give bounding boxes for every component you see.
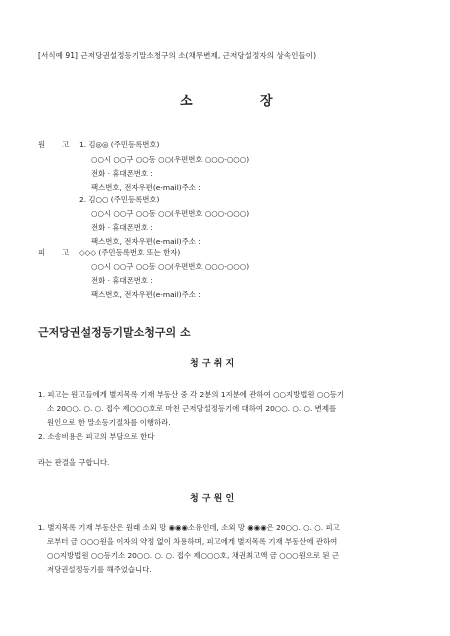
claim-cause-line-2: 로부터 금 ○○○원을 이자의 약정 없이 차용하며, 피고에게 별지목록 기재 부동산에 관하여 — [47, 537, 338, 546]
claim-purpose-closing: 라는 판결을 구합니다. — [38, 458, 110, 467]
plaintiff-role-a: 원 — [38, 140, 46, 149]
plaintiff-2-phone: 전화 · 휴대폰번호 : — [91, 223, 153, 232]
claim-cause-line-4: 저당권설정등기를 해주었습니다. — [47, 565, 152, 574]
claim-cause-line-3: ○○지방법원 ○○등기소 20○○. ○. ○. 접수 제○○○호, 채권최고액 금 ○○○원으로 된 근 — [47, 551, 339, 560]
defendant-phone: 전화 · 휴대폰번호 : — [91, 276, 153, 285]
defendant-address: ○○시 ○○구 ○○동 ○○(우편번호 ○○○-○○○) — [91, 262, 250, 271]
plaintiff-2-fax-email: 팩스번호, 전자우편(e-mail)주소 : — [91, 237, 201, 246]
defendant-fax-email: 팩스번호, 전자우편(e-mail)주소 : — [91, 290, 201, 299]
claim-cause-heading: 청 구 원 인 — [190, 494, 235, 504]
plaintiff-2-name: 2. 김○○ (주민등록번호) — [79, 195, 160, 204]
plaintiff-2-address: ○○시 ○○구 ○○동 ○○(우편번호 ○○○-○○○) — [91, 209, 250, 218]
plaintiff-1-address: ○○시 ○○구 ○○동 ○○(우편번호 ○○○-○○○) — [91, 155, 250, 164]
form-title: [서식예 91] 근저당권설정등기말소청구의 소(채무변제, 근저당설정자의 상속인들이) — [38, 51, 317, 60]
doc-title-right: 장 — [260, 94, 273, 109]
claim-purpose-line-4: 2. 소송비용은 피고의 부담으로 한다 — [38, 432, 155, 441]
doc-title-left: 소 — [180, 94, 193, 109]
case-title: 근저당권설정등기말소청구의 소 — [38, 326, 191, 339]
defendant-role-a: 피 — [38, 248, 46, 257]
claim-cause-line-1: 1. 별지목록 기재 부동산은 원래 소외 망 ◉◉◉소유인데, 소외 망 ◉◉◉은 20○○. ○. ○. 피고 — [38, 523, 340, 532]
claim-purpose-line-1: 1. 피고는 원고들에게 별지목록 기재 부동산 중 각 2분의 1지분에 관하여 ○○지방법원 ○○등기 — [38, 390, 345, 399]
claim-purpose-line-3: 원인으로 한 말소등기절차를 이행하라. — [47, 418, 171, 427]
plaintiff-role-b: 고 — [62, 140, 70, 149]
defendant-role-b: 고 — [62, 248, 70, 257]
plaintiff-1-phone: 전화 · 휴대폰번호 : — [91, 169, 153, 178]
defendant-name: ◇◇◇ (주민등록번호 또는 한자) — [79, 248, 181, 257]
plaintiff-1-fax-email: 팩스번호, 전자우편(e-mail)주소 : — [91, 183, 201, 192]
claim-purpose-heading: 청 구 취 지 — [190, 359, 235, 369]
claim-purpose-line-2: 소 20○○. ○. ○. 접수 제○○○호로 마친 근저당설정등기에 대하여 20○○. ○. ○. 변제를 — [47, 404, 337, 413]
plaintiff-1-name: 1. 김◎◎ (주민등록번호) — [79, 140, 160, 149]
